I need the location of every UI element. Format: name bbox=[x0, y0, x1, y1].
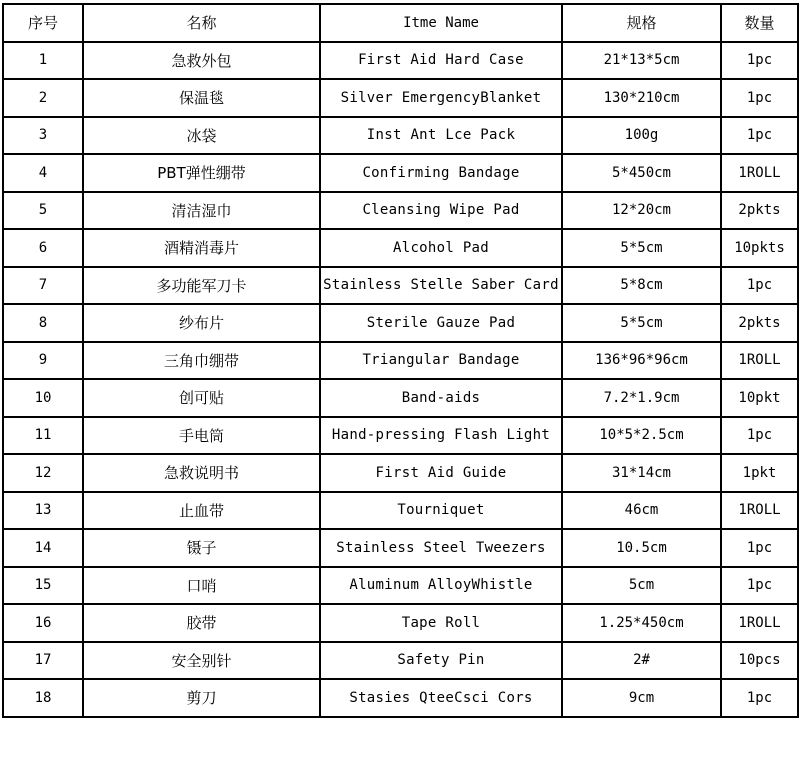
item-spec: 7.2*1.9cm bbox=[562, 379, 721, 417]
item-spec: 5cm bbox=[562, 567, 721, 605]
row-number: 18 bbox=[3, 679, 83, 717]
item-quantity: 1pc bbox=[721, 267, 798, 305]
row-number: 15 bbox=[3, 567, 83, 605]
item-quantity: 1pc bbox=[721, 529, 798, 567]
item-quantity: 1ROLL bbox=[721, 342, 798, 380]
item-spec: 31*14cm bbox=[562, 454, 721, 492]
item-table bbox=[2, 3, 799, 718]
row-number: 8 bbox=[3, 304, 83, 342]
table-row bbox=[3, 604, 798, 642]
row-number: 11 bbox=[3, 417, 83, 455]
item-name-cn: 清洁湿巾 bbox=[83, 192, 320, 230]
table-row bbox=[3, 454, 798, 492]
header-no: 序号 bbox=[3, 4, 83, 42]
item-spec: 1.25*450cm bbox=[562, 604, 721, 642]
table-row bbox=[3, 154, 798, 192]
item-quantity: 10pkts bbox=[721, 229, 798, 267]
item-name-en: First Aid Hard Case bbox=[320, 42, 562, 80]
item-name-en: Band-aids bbox=[320, 379, 562, 417]
item-quantity: 1ROLL bbox=[721, 492, 798, 530]
header-qty: 数量 bbox=[721, 4, 798, 42]
item-spec: 21*13*5cm bbox=[562, 42, 721, 80]
item-quantity: 10pcs bbox=[721, 642, 798, 680]
item-quantity: 1pkt bbox=[721, 454, 798, 492]
item-name-cn: 保温毯 bbox=[83, 79, 320, 117]
table-row bbox=[3, 529, 798, 567]
table-row bbox=[3, 267, 798, 305]
table-row bbox=[3, 642, 798, 680]
row-number: 6 bbox=[3, 229, 83, 267]
item-name-cn: 止血带 bbox=[83, 492, 320, 530]
item-name-en: Tape Roll bbox=[320, 604, 562, 642]
row-number: 7 bbox=[3, 267, 83, 305]
item-spec: 136*96*96cm bbox=[562, 342, 721, 380]
table-row bbox=[3, 304, 798, 342]
item-name-en: Tourniquet bbox=[320, 492, 562, 530]
item-quantity: 2pkts bbox=[721, 192, 798, 230]
header-spec: 规格 bbox=[562, 4, 721, 42]
table-row bbox=[3, 492, 798, 530]
item-quantity: 1ROLL bbox=[721, 154, 798, 192]
item-name-cn: 冰袋 bbox=[83, 117, 320, 155]
item-name-en: Alcohol Pad bbox=[320, 229, 562, 267]
item-name-cn: 剪刀 bbox=[83, 679, 320, 717]
item-name-cn: PBT弹性绷带 bbox=[83, 154, 320, 192]
item-quantity: 1pc bbox=[721, 417, 798, 455]
item-spec: 5*8cm bbox=[562, 267, 721, 305]
item-name-en: Silver EmergencyBlanket bbox=[320, 79, 562, 117]
item-name-en: Aluminum AlloyWhistle bbox=[320, 567, 562, 605]
row-number: 10 bbox=[3, 379, 83, 417]
item-name-cn: 急救外包 bbox=[83, 42, 320, 80]
table-row bbox=[3, 567, 798, 605]
item-name-cn: 镊子 bbox=[83, 529, 320, 567]
item-name-cn: 多功能军刀卡 bbox=[83, 267, 320, 305]
item-name-en: Stainless Steel Tweezers bbox=[320, 529, 562, 567]
row-number: 17 bbox=[3, 642, 83, 680]
item-spec: 5*5cm bbox=[562, 229, 721, 267]
table-row bbox=[3, 79, 798, 117]
row-number: 9 bbox=[3, 342, 83, 380]
row-number: 1 bbox=[3, 42, 83, 80]
item-spec: 46cm bbox=[562, 492, 721, 530]
item-spec: 2# bbox=[562, 642, 721, 680]
item-name-en: Stasies QteeCsci Cors bbox=[320, 679, 562, 717]
table-row bbox=[3, 417, 798, 455]
table-row bbox=[3, 42, 798, 80]
item-spec: 9cm bbox=[562, 679, 721, 717]
row-number: 16 bbox=[3, 604, 83, 642]
item-quantity: 2pkts bbox=[721, 304, 798, 342]
table-row bbox=[3, 342, 798, 380]
row-number: 5 bbox=[3, 192, 83, 230]
header-name-en: Itme Name bbox=[320, 4, 562, 42]
item-name-en: Hand-pressing Flash Light bbox=[320, 417, 562, 455]
row-number: 13 bbox=[3, 492, 83, 530]
item-quantity: 1ROLL bbox=[721, 604, 798, 642]
item-spec: 12*20cm bbox=[562, 192, 721, 230]
item-spec: 10.5cm bbox=[562, 529, 721, 567]
row-number: 2 bbox=[3, 79, 83, 117]
row-number: 3 bbox=[3, 117, 83, 155]
item-name-cn: 三角巾绷带 bbox=[83, 342, 320, 380]
table-row bbox=[3, 117, 798, 155]
item-name-en: Sterile Gauze Pad bbox=[320, 304, 562, 342]
item-name-en: Safety Pin bbox=[320, 642, 562, 680]
row-number: 12 bbox=[3, 454, 83, 492]
item-quantity: 1pc bbox=[721, 117, 798, 155]
item-quantity: 1pc bbox=[721, 79, 798, 117]
table-row bbox=[3, 229, 798, 267]
item-quantity: 1pc bbox=[721, 679, 798, 717]
header-name-cn: 名称 bbox=[83, 4, 320, 42]
item-name-cn: 急救说明书 bbox=[83, 454, 320, 492]
item-quantity: 10pkt bbox=[721, 379, 798, 417]
item-name-cn: 安全别针 bbox=[83, 642, 320, 680]
item-name-cn: 手电筒 bbox=[83, 417, 320, 455]
header-row bbox=[3, 4, 798, 42]
table-row bbox=[3, 192, 798, 230]
item-name-en: Stainless Stelle Saber Card bbox=[320, 267, 562, 305]
table-row bbox=[3, 379, 798, 417]
item-quantity: 1pc bbox=[721, 567, 798, 605]
item-name-cn: 胶带 bbox=[83, 604, 320, 642]
item-spec: 130*210cm bbox=[562, 79, 721, 117]
item-name-en: First Aid Guide bbox=[320, 454, 562, 492]
item-name-cn: 酒精消毒片 bbox=[83, 229, 320, 267]
item-name-en: Confirming Bandage bbox=[320, 154, 562, 192]
item-spec: 5*5cm bbox=[562, 304, 721, 342]
item-name-en: Triangular Bandage bbox=[320, 342, 562, 380]
item-name-cn: 纱布片 bbox=[83, 304, 320, 342]
table-row bbox=[3, 679, 798, 717]
item-name-cn: 创可贴 bbox=[83, 379, 320, 417]
item-spec: 10*5*2.5cm bbox=[562, 417, 721, 455]
item-spec: 100g bbox=[562, 117, 721, 155]
row-number: 14 bbox=[3, 529, 83, 567]
row-number: 4 bbox=[3, 154, 83, 192]
item-name-cn: 口哨 bbox=[83, 567, 320, 605]
item-name-en: Cleansing Wipe Pad bbox=[320, 192, 562, 230]
item-quantity: 1pc bbox=[721, 42, 798, 80]
item-spec: 5*450cm bbox=[562, 154, 721, 192]
item-name-en: Inst Ant Lce Pack bbox=[320, 117, 562, 155]
